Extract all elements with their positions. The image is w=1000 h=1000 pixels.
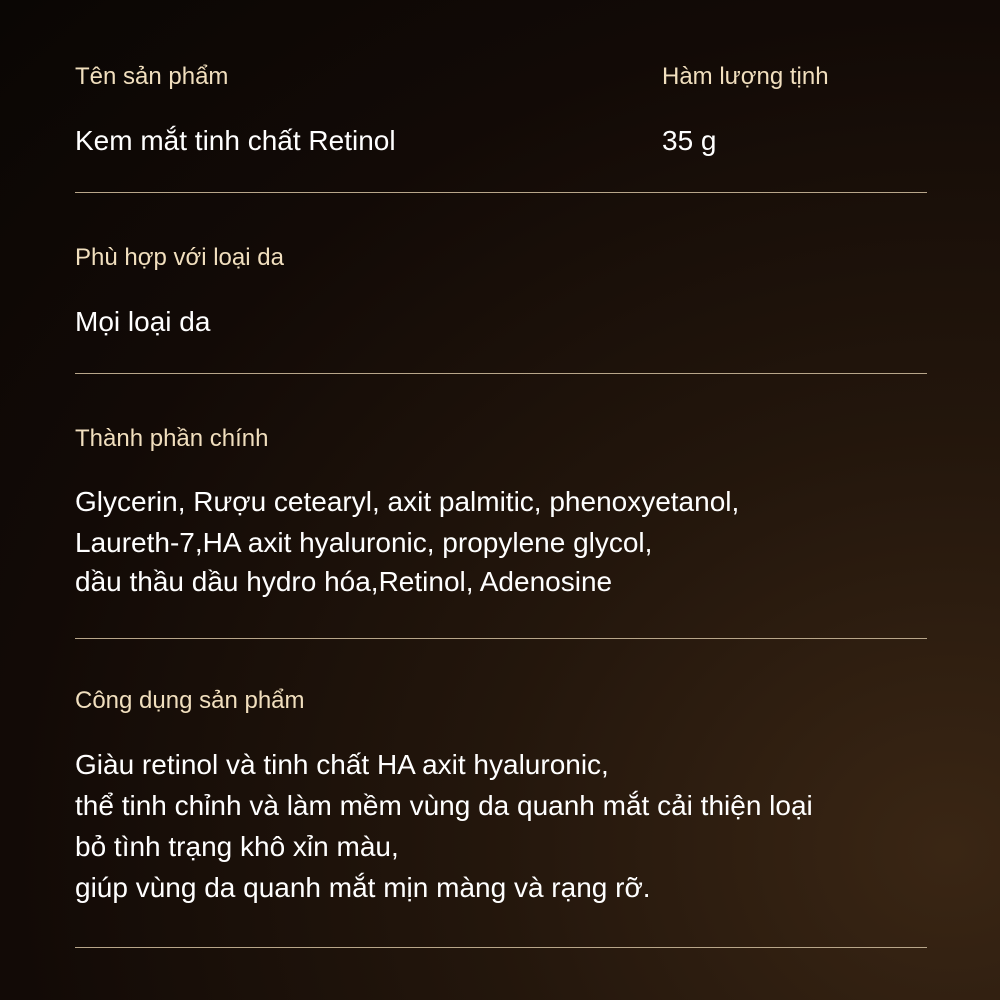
net-content-label: Hàm lượng tịnh [662,63,829,90]
ingredients-line: dầu thầu dầu hydro hóa,Retinol, Adenosine [75,566,613,597]
divider [75,947,927,948]
net-content-value: 35 g [662,125,717,156]
divider [75,373,927,374]
benefits-line: thể tinh chỉnh và làm mềm vùng da quanh mắt cải thiện loại [75,790,813,821]
benefits-line: bỏ tình trạng khô xỉn màu, [75,831,399,862]
divider [75,638,927,639]
product-name-value: Kem mắt tinh chất Retinol [75,125,396,156]
ingredients-line: Laureth-7,HA axit hyaluronic, propylene glycol, [75,527,653,558]
ingredients-label: Thành phần chính [75,425,269,452]
benefits-line: Giàu retinol và tinh chất HA axit hyaluronic, [75,749,609,780]
skin-type-label: Phù hợp với loại da [75,244,284,271]
divider [75,192,927,193]
benefits-label: Công dụng sản phẩm [75,687,305,714]
product-name-label: Tên sản phẩm [75,63,229,90]
ingredients-line: Glycerin, Rượu cetearyl, axit palmitic, phenoxyetanol, [75,486,740,517]
skin-type-value: Mọi loại da [75,306,211,337]
benefits-line: giúp vùng da quanh mắt mịn màng và rạng rỡ. [75,872,651,903]
